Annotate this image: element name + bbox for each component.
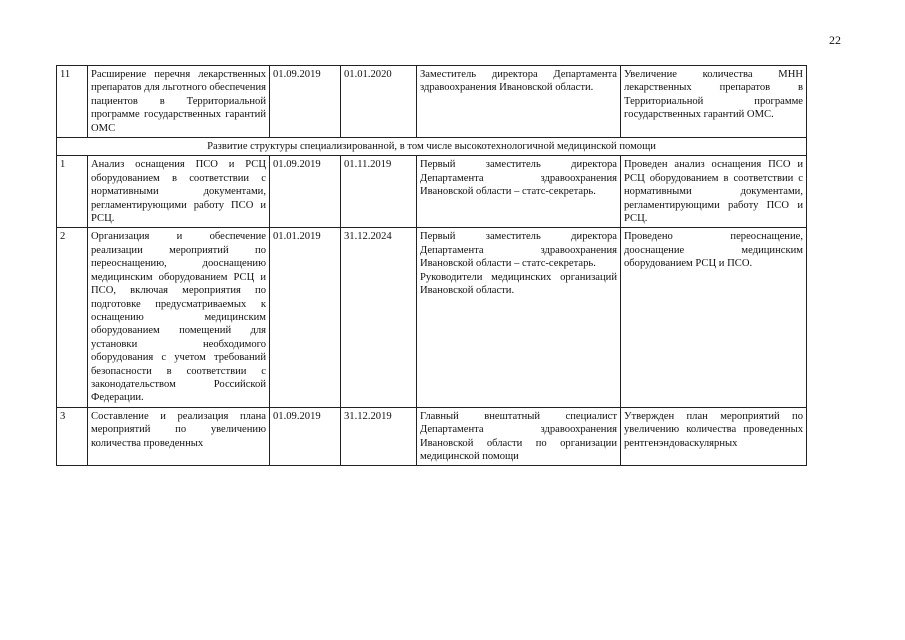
result-cell: Увеличение количества МНН лекарственных препаратов в Территориальной программе государственных гарантий ОМС. bbox=[621, 66, 807, 138]
start-date-cell: 01.09.2019 bbox=[270, 66, 341, 138]
responsible-text: Первый заместитель директора Департамента здравоохранения Ивановской области – статс-секретарь. bbox=[420, 231, 617, 270]
responsible-cell: Первый заместитель директора Департамента здравоохранения Ивановской области – статс-секретарь. bbox=[417, 156, 621, 228]
measure-cell: Расширение перечня лекарственных препаратов для льготного обеспечения пациентов в Территориальной программе государственных гарантий ОМС bbox=[88, 66, 270, 138]
start-date-cell: 01.09.2019 bbox=[270, 407, 341, 465]
measure-cell bbox=[88, 407, 270, 465]
result-cell: Проведен анализ оснащения ПСО и РСЦ оборудованием в соответствии с нормативными документами, регламентирующими работу ПСО и РСЦ. bbox=[621, 156, 807, 228]
responsible-cell bbox=[417, 407, 621, 465]
row-number: 1 bbox=[57, 156, 88, 228]
section-title: Развитие структуры специализированной, в том числе высокотехнологичной медицинской помощи bbox=[57, 138, 807, 156]
start-date-cell: 01.01.2019 bbox=[270, 228, 341, 407]
responsible-cell: Заместитель директора Департамента здравоохранения Ивановской области. bbox=[417, 66, 621, 138]
responsible-text: Главный внештатный специалист Департамента здравоохранения Ивановской области по организации медицинской помощи bbox=[420, 410, 617, 462]
measure-cell: Организация и обеспечение реализации мероприятий по переоснащению, дооснащению медицинским оборудованием РСЦ и ПСО, включая мероприятия по подготовке предусматриваемых к оснащению медицинским оборудованием помещений для установки необходимого оборудования с учетом требований безопасности в соответствии с законодательством Российской Федерации. bbox=[88, 228, 270, 407]
page-number: 22 bbox=[829, 33, 841, 47]
end-date-cell: 01.11.2019 bbox=[341, 156, 417, 228]
end-date-cell: 31.12.2024 bbox=[341, 228, 417, 407]
result-text: Утвержден план мероприятий по увеличению количества проведенных рентгенэндоваскулярных bbox=[624, 410, 803, 449]
end-date-cell: 01.01.2020 bbox=[341, 66, 417, 138]
measure-cell: Анализ оснащения ПСО и РСЦ оборудованием в соответствии с нормативными документами, регламентирующими работу ПСО и РСЦ. bbox=[88, 156, 270, 228]
row-number: 11 bbox=[57, 66, 88, 138]
responsible-cell bbox=[417, 228, 621, 407]
result-cell bbox=[621, 407, 807, 465]
measure-text: Составление и реализация плана мероприятий по увеличению количества проведенных bbox=[91, 410, 266, 449]
responsible-extra-text: Руководители медицинских организаций Ивановской области. bbox=[420, 271, 617, 297]
plan-table bbox=[56, 65, 807, 466]
start-date-cell: 01.09.2019 bbox=[270, 156, 341, 228]
table-row bbox=[57, 66, 807, 138]
section-row bbox=[57, 138, 807, 156]
row-number: 3 bbox=[57, 407, 88, 465]
row-number: 2 bbox=[57, 228, 88, 407]
end-date-cell: 31.12.2019 bbox=[341, 407, 417, 465]
table-row bbox=[57, 228, 807, 407]
table-row bbox=[57, 156, 807, 228]
table-row bbox=[57, 407, 807, 465]
result-cell: Проведено переоснащение, дооснащение медицинским оборудованием РСЦ и ПСО. bbox=[621, 228, 807, 407]
